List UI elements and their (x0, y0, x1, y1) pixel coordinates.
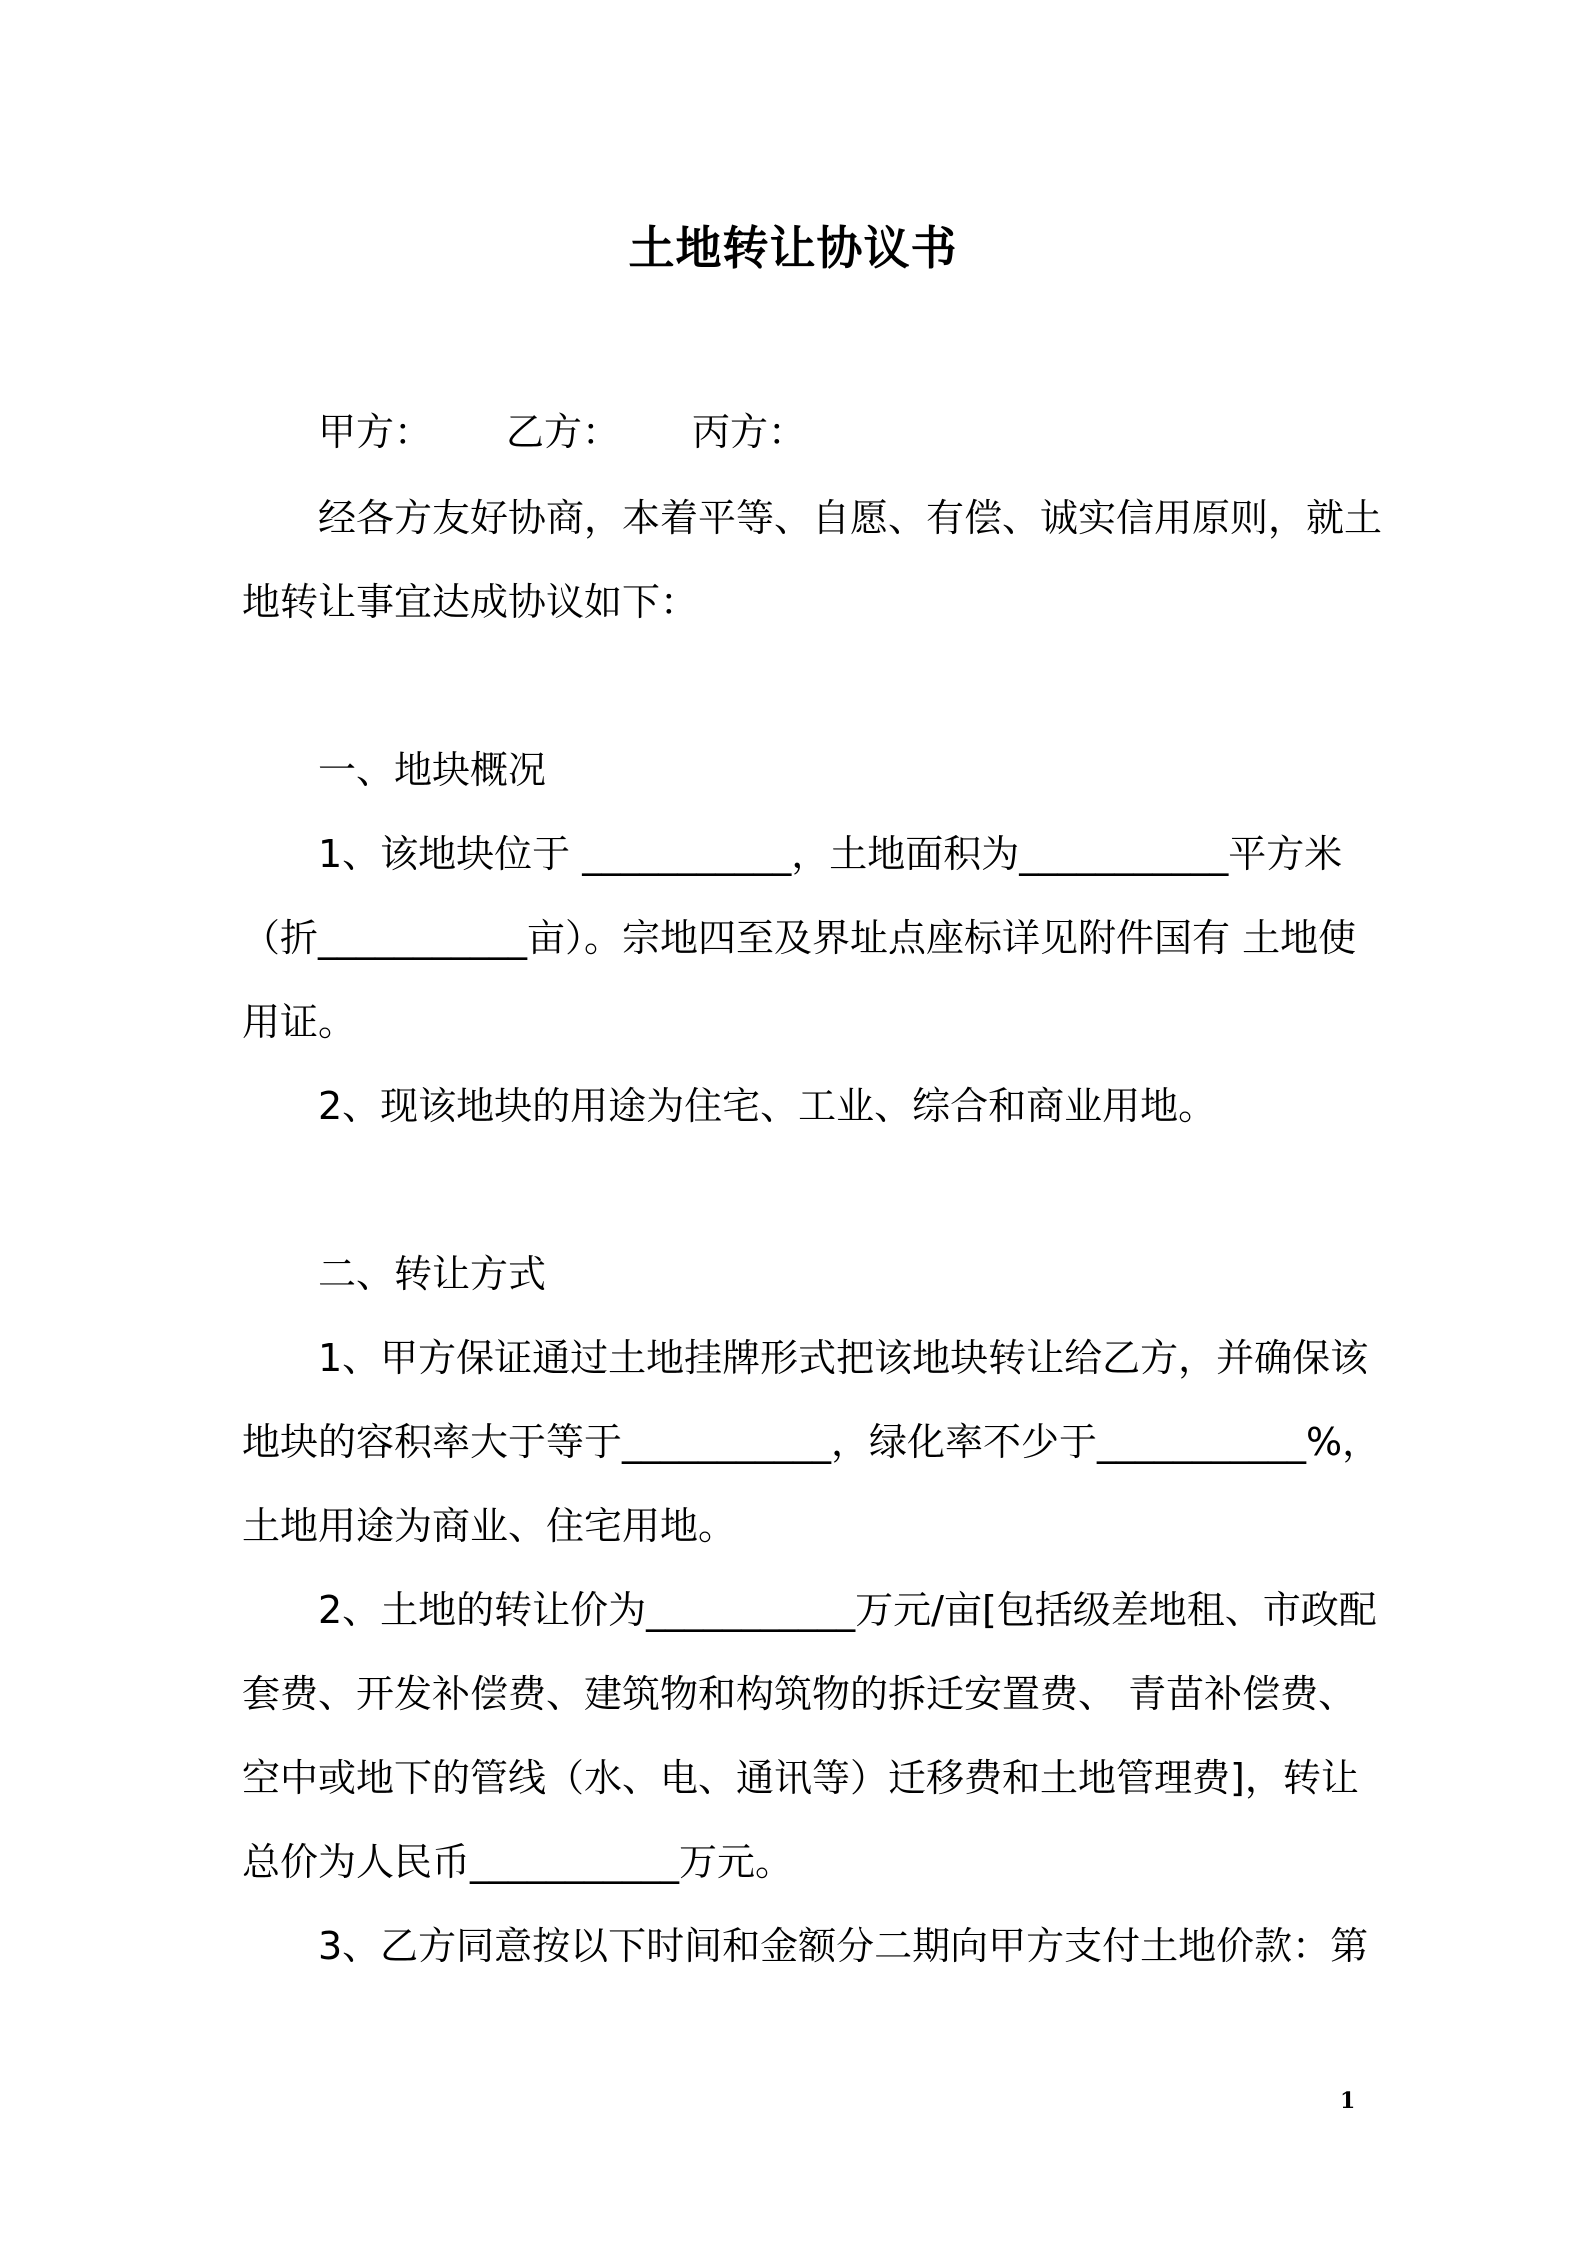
paragraph-line: 1、甲方保证通过土地挂牌形式把该地块转让给乙方，并确保该 (318, 1336, 1369, 1380)
paragraph-line: 2、土地的转让价为___________万元/亩[包括级差地租、市政配 (318, 1588, 1377, 1632)
paragraph-line: 地转让事宜达成协议如下： (242, 580, 699, 624)
paragraph-line: 总价为人民币___________万元。 (242, 1840, 794, 1884)
parties-line (318, 406, 806, 458)
paragraph-line: 3、乙方同意按以下时间和金额分二期向甲方支付土地价款：第 (318, 1924, 1369, 1968)
page-number: 1 (1340, 2088, 1356, 2114)
section-heading: 二、转让方式 (318, 1252, 547, 1296)
paragraph-line: （折___________亩）。宗地四至及界址点座标详见附件国有 土地使 (242, 916, 1357, 960)
party-c-label: 丙方： (692, 410, 807, 454)
paragraph-line: 空中或地下的管线（水、电、通讯等）迁移费和土地管理费]，转让 (242, 1756, 1359, 1800)
document-title: 土地转让协议书 (628, 221, 958, 275)
party-a-label: 甲方： (318, 410, 433, 454)
paragraph-line: 用证。 (242, 1000, 357, 1044)
paragraph-line: 经各方友好协商，本着平等、自愿、有偿、诚实信用原则，就土 (318, 496, 1383, 540)
party-b-label: 乙方： (506, 410, 621, 454)
paragraph-line: 套费、开发补偿费、建筑物和构筑物的拆迁安置费、 青苗补偿费、 (242, 1672, 1357, 1716)
paragraph-line: 1、该地块位于 ___________，土地面积为___________平方米 (318, 832, 1343, 876)
paragraph-line: 2、现该地块的用途为住宅、工业、综合和商业用地。 (318, 1084, 1217, 1128)
paragraph-line: 地块的容积率大于等于___________，绿化率不少于___________%， (242, 1420, 1381, 1464)
paragraph-line: 土地用途为商业、住宅用地。 (242, 1504, 737, 1548)
section-heading: 一、地块概况 (318, 748, 547, 792)
